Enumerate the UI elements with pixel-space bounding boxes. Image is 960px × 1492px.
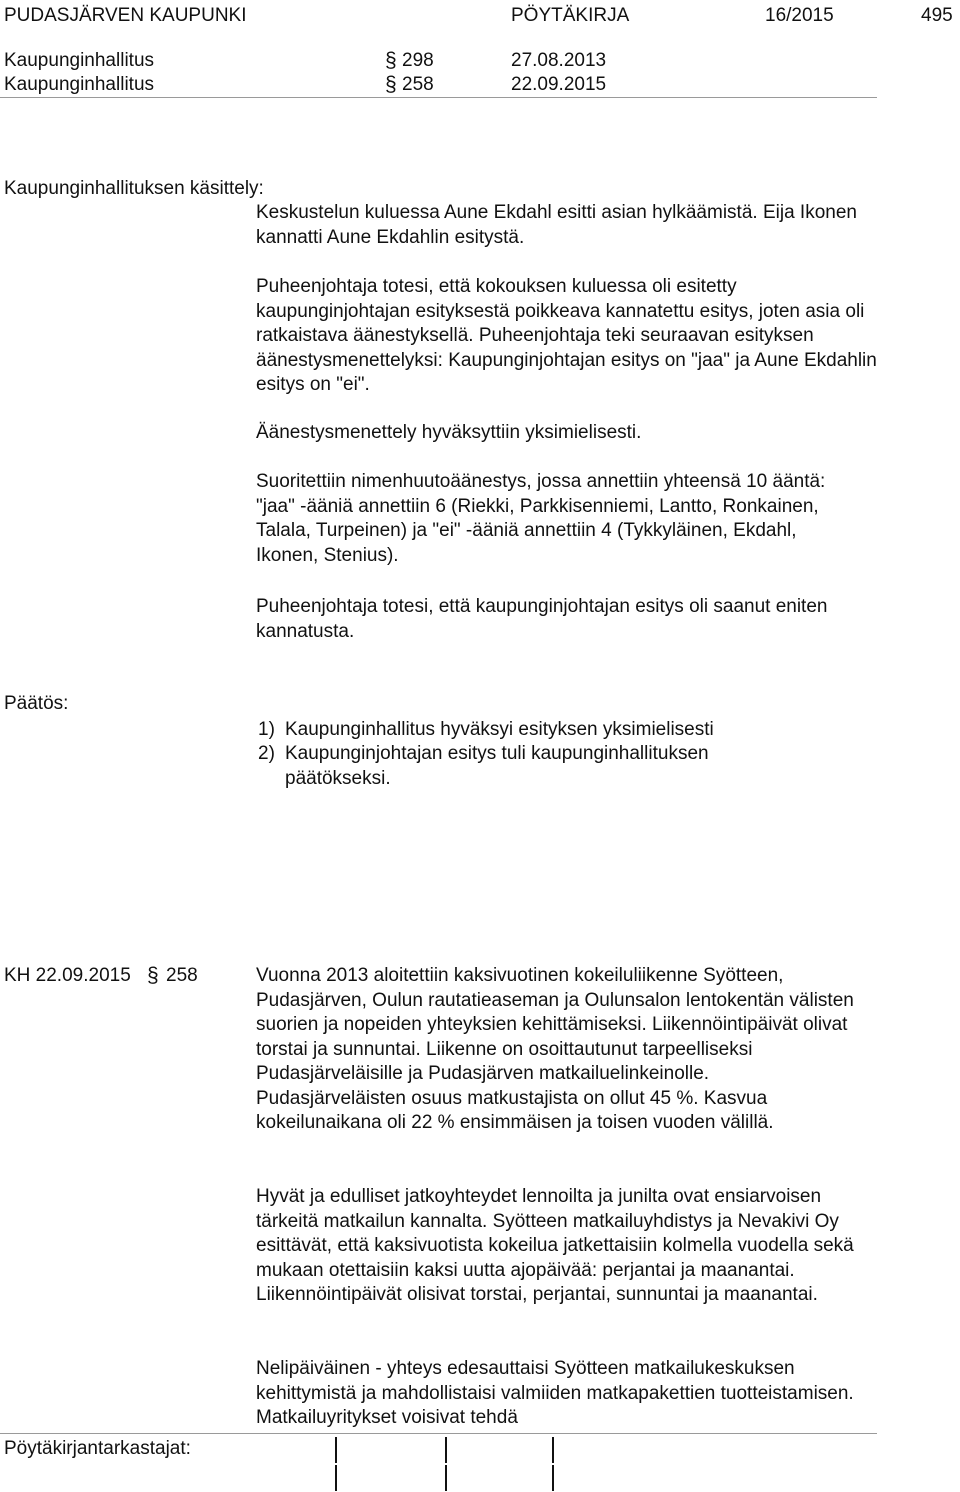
signature-box-line [552, 1437, 554, 1463]
footer-divider [0, 1433, 877, 1434]
handling-paragraph: Keskustelun kuluessa Aune Ekdahl esitti asian hylkäämistä. Eija Ikonen kannatti Aune Ekdahlin esitystä. [256, 202, 857, 248]
document-number: 16/2015 [765, 5, 834, 26]
handling-paragraph: Puheenjohtaja totesi, että kaupunginjohtajan esitys oli saanut eniten kannatusta. [256, 596, 828, 642]
reference-body: Kaupunginhallitus [4, 50, 155, 71]
reference-number: 258 [402, 74, 434, 95]
org-name: PUDASJÄRVEN KAUPUNKI [4, 5, 247, 26]
handling-paragraph: Puheenjohtaja totesi, että kokouksen kuluessa oli esitetty kaupunginjohtajan esityksestä poikkeava kannatettu esitys, joten asia oli ratkaistava äänestyksellä. Puheenjohtaja teki seuraavan esityksen äänestysmenettelyksi: Kaupunginjohtajan esitys on "jaa" ja Aune Ekdahlin esitys on "ei". [256, 276, 877, 395]
kh-paragraph: Hyvät ja edulliset jatkoyhteydet lennoilta ja junilta ovat ensiarvoisen tärkeitä matkailun kannalta. Syötteen matkailuyhdistys ja Nevakivi Oy esittävät, että kaksivuotista kokeilua jatkettaisiin kolmella vuodella sekä mukaan otettaisiin kaksi uutta ajopäivää: perjantai ja maanantai. Liikennöintipäivät olisivat torstai, perjantai, sunnuntai ja maanantai. [256, 1186, 854, 1305]
kh-reference-number: 258 [166, 965, 198, 986]
signature-box-line [552, 1465, 554, 1491]
decision-item-number: 2) [258, 743, 275, 764]
signature-box-line [445, 1465, 447, 1491]
section-symbol: § [385, 49, 397, 72]
reference-date: 22.09.2015 [511, 74, 607, 95]
page-number: 495 [921, 5, 953, 26]
decision-item-text: päätökseksi. [285, 768, 391, 789]
reference-number: 298 [402, 50, 434, 71]
header-divider [0, 97, 877, 98]
section-symbol: § [147, 964, 159, 987]
signature-box-line [335, 1437, 337, 1463]
document-type: PÖYTÄKIRJA [511, 5, 630, 26]
decision-item-number: 1) [258, 719, 275, 740]
reference-body: Kaupunginhallitus [4, 74, 155, 95]
signature-box-line [335, 1465, 337, 1491]
kh-reference-date: KH 22.09.2015 [4, 965, 131, 986]
decision-item-text: Kaupunginhallitus hyväksyi esityksen yksimielisesti [285, 719, 714, 740]
handling-heading: Kaupunginhallituksen käsittely: [4, 178, 264, 199]
handling-paragraph: Äänestysmenettely hyväksyttiin yksimielisesti. [256, 422, 642, 443]
decision-label: Päätös: [4, 693, 69, 714]
signature-box-line [445, 1437, 447, 1463]
kh-paragraph: Vuonna 2013 aloitettiin kaksivuotinen kokeiluliikenne Syötteen, Pudasjärven, Oulun rautatieaseman ja Oulunsalon lentokentän välisten suorien ja nopeiden yhteyksien kehittämiseksi. Liikennöintipäivät olivat torstai ja sunnuntai. Liikenne on osoittautunut tarpeelliseksi Pudasjärveläisille ja Pudasjärven matkailuelinkeinolle. Pudasjärveläisten osuus matkustajista on ollut 45 %. Kasvua kokeilunaikana oli 22 % ensimmäisen ja toisen vuoden välillä. [256, 965, 854, 1133]
kh-paragraph: Nelipäiväinen - yhteys edesauttaisi Syötteen matkailukeskuksen kehittymistä ja mahdollistaisi valmiiden matkapakettien tuotteistamisen. Matkailuyritykset voisivat tehdä [256, 1358, 854, 1428]
handling-paragraph: Suoritettiin nimenhuutoäänestys, jossa annettiin yhteensä 10 ääntä: "jaa" -ääniä annettiin 6 (Riekki, Parkkisenniemi, Lantto, Ronkainen, Talala, Turpeinen) ja "ei" -ääniä annettiin 4 (Tykkyläinen, Ekdahl, Ikonen, Stenius). [256, 471, 826, 566]
section-symbol: § [385, 73, 397, 96]
decision-item-text: Kaupunginjohtajan esitys tuli kaupunginhallituksen [285, 743, 709, 764]
reference-date: 27.08.2013 [511, 50, 607, 71]
inspectors-label: Pöytäkirjantarkastajat: [4, 1438, 191, 1459]
